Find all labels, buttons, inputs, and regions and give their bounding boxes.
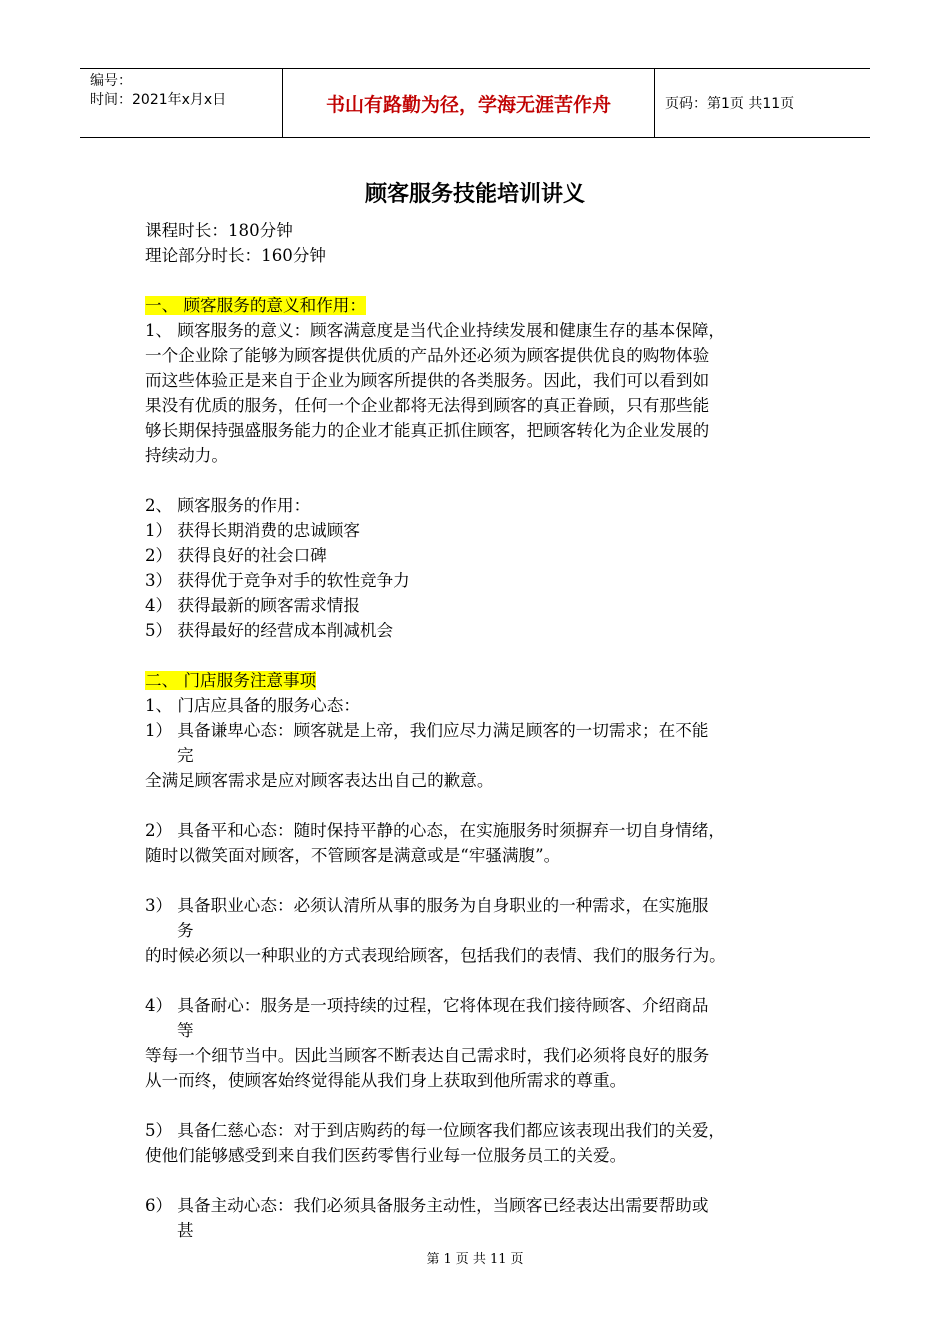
list-item-continuation: 等 bbox=[177, 1021, 194, 1040]
header-meta bbox=[80, 69, 282, 137]
course-duration: 课程时长：180分钟 bbox=[145, 221, 293, 240]
paragraph-line: 从一而终，使顾客始终觉得能从我们身上获取到他所需求的尊重。 bbox=[145, 1071, 627, 1090]
footer-page-total: 11 bbox=[489, 1252, 507, 1267]
paragraph-line: 持续动力。 bbox=[145, 446, 228, 465]
list-item: 5） 具备仁慈心态：对于到店购药的每一位顾客我们都应该表现出我们的关爱， bbox=[145, 1121, 726, 1140]
paragraph-line: 果没有优质的服务，任何一个企业都将无法得到顾客的真正眷顾，只有那些能 bbox=[145, 396, 710, 415]
section-heading-2 bbox=[145, 668, 810, 693]
list-item: 2） 获得良好的社会口碑 bbox=[145, 546, 327, 565]
paragraph-line: 等每一个细节当中。因此当顾客不断表达自己需求时，我们必须将良好的服务 bbox=[145, 1046, 710, 1065]
list-item: 5） 获得最好的经营成本削减机会 bbox=[145, 621, 394, 640]
header-page-label: 页码：第1页 共11页 bbox=[665, 96, 795, 112]
subheading: 1、 门店应具备的服务心态： bbox=[145, 696, 360, 715]
section-heading-2-text: 二、 门店服务注意事项 bbox=[145, 671, 317, 690]
section-heading-1 bbox=[145, 293, 810, 318]
paragraph-line: 够长期保持强盛服务能力的企业才能真正抓住顾客，把顾客转化为企业发展的 bbox=[145, 421, 710, 440]
footer-page-prefix: 第 bbox=[426, 1252, 440, 1267]
footer-page-mid: 页 共 bbox=[455, 1252, 486, 1267]
list-item: 4） 获得最新的顾客需求情报 bbox=[145, 596, 360, 615]
paragraph-line: 而这些体验正是来自于企业为顾客所提供的各类服务。因此，我们可以看到如 bbox=[145, 371, 710, 390]
header-motto: 书山有路勤为径，学海无涯苦作舟 bbox=[282, 69, 655, 137]
footer-page-number: 1 bbox=[443, 1252, 452, 1267]
list-item: 3） 具备职业心态：必须认清所从事的服务为自身职业的一种需求，在实施服 bbox=[145, 896, 709, 915]
document-date-label: 时间：2021年x月x日 bbox=[90, 92, 227, 108]
document-number-label: 编号： bbox=[90, 73, 132, 89]
list-item-continuation: 务 bbox=[177, 921, 194, 940]
list-item-continuation: 甚 bbox=[177, 1221, 194, 1240]
footer-page-suffix: 页 bbox=[510, 1252, 524, 1267]
page-header bbox=[80, 68, 870, 138]
list-item-continuation: 完 bbox=[177, 746, 194, 765]
paragraph-line: 的时候必须以一种职业的方式表现给顾客，包括我们的表情、我们的服务行为。 bbox=[145, 946, 726, 965]
paragraph-line: 一个企业除了能够为顾客提供优质的产品外还必须为顾客提供优良的购物体验 bbox=[145, 346, 710, 365]
theory-duration: 理论部分时长：160分钟 bbox=[145, 246, 327, 265]
list-item: 6） 具备主动心态：我们必须具备服务主动性，当顾客已经表达出需要帮助或 bbox=[145, 1196, 709, 1215]
paragraph-line: 随时以微笑面对顾客，不管顾客是满意或是“牢骚满腹”。 bbox=[145, 846, 561, 865]
page-footer bbox=[0, 1248, 950, 1267]
document-title: 顾客服务技能培训讲义 bbox=[364, 182, 585, 207]
list-item: 1） 获得长期消费的忠诚顾客 bbox=[145, 521, 360, 540]
document-body bbox=[145, 218, 810, 1243]
list-item: 1） 具备谦卑心态：顾客就是上帝，我们应尽力满足顾客的一切需求；在不能 bbox=[145, 721, 709, 740]
list-item: 4） 具备耐心：服务是一项持续的过程，它将体现在我们接待顾客、介绍商品 bbox=[145, 996, 709, 1015]
section-heading-1-text: 一、 顾客服务的意义和作用： bbox=[145, 296, 366, 315]
paragraph-line: 使他们能够感受到来自我们医药零售行业每一位服务员工的关爱。 bbox=[145, 1146, 627, 1165]
list-item: 2） 具备平和心态：随时保持平静的心态，在实施服务时须摒弃一切自身情绪， bbox=[145, 821, 726, 840]
paragraph-line: 全满足顾客需求是应对顾客表达出自己的歉意。 bbox=[145, 771, 494, 790]
list-item: 3） 获得优于竞争对手的软性竞争力 bbox=[145, 571, 410, 590]
paragraph-line: 1、 顾客服务的意义：顾客满意度是当代企业持续发展和健康生存的基本保障， bbox=[145, 321, 726, 340]
subheading: 2、 顾客服务的作用： bbox=[145, 496, 311, 515]
